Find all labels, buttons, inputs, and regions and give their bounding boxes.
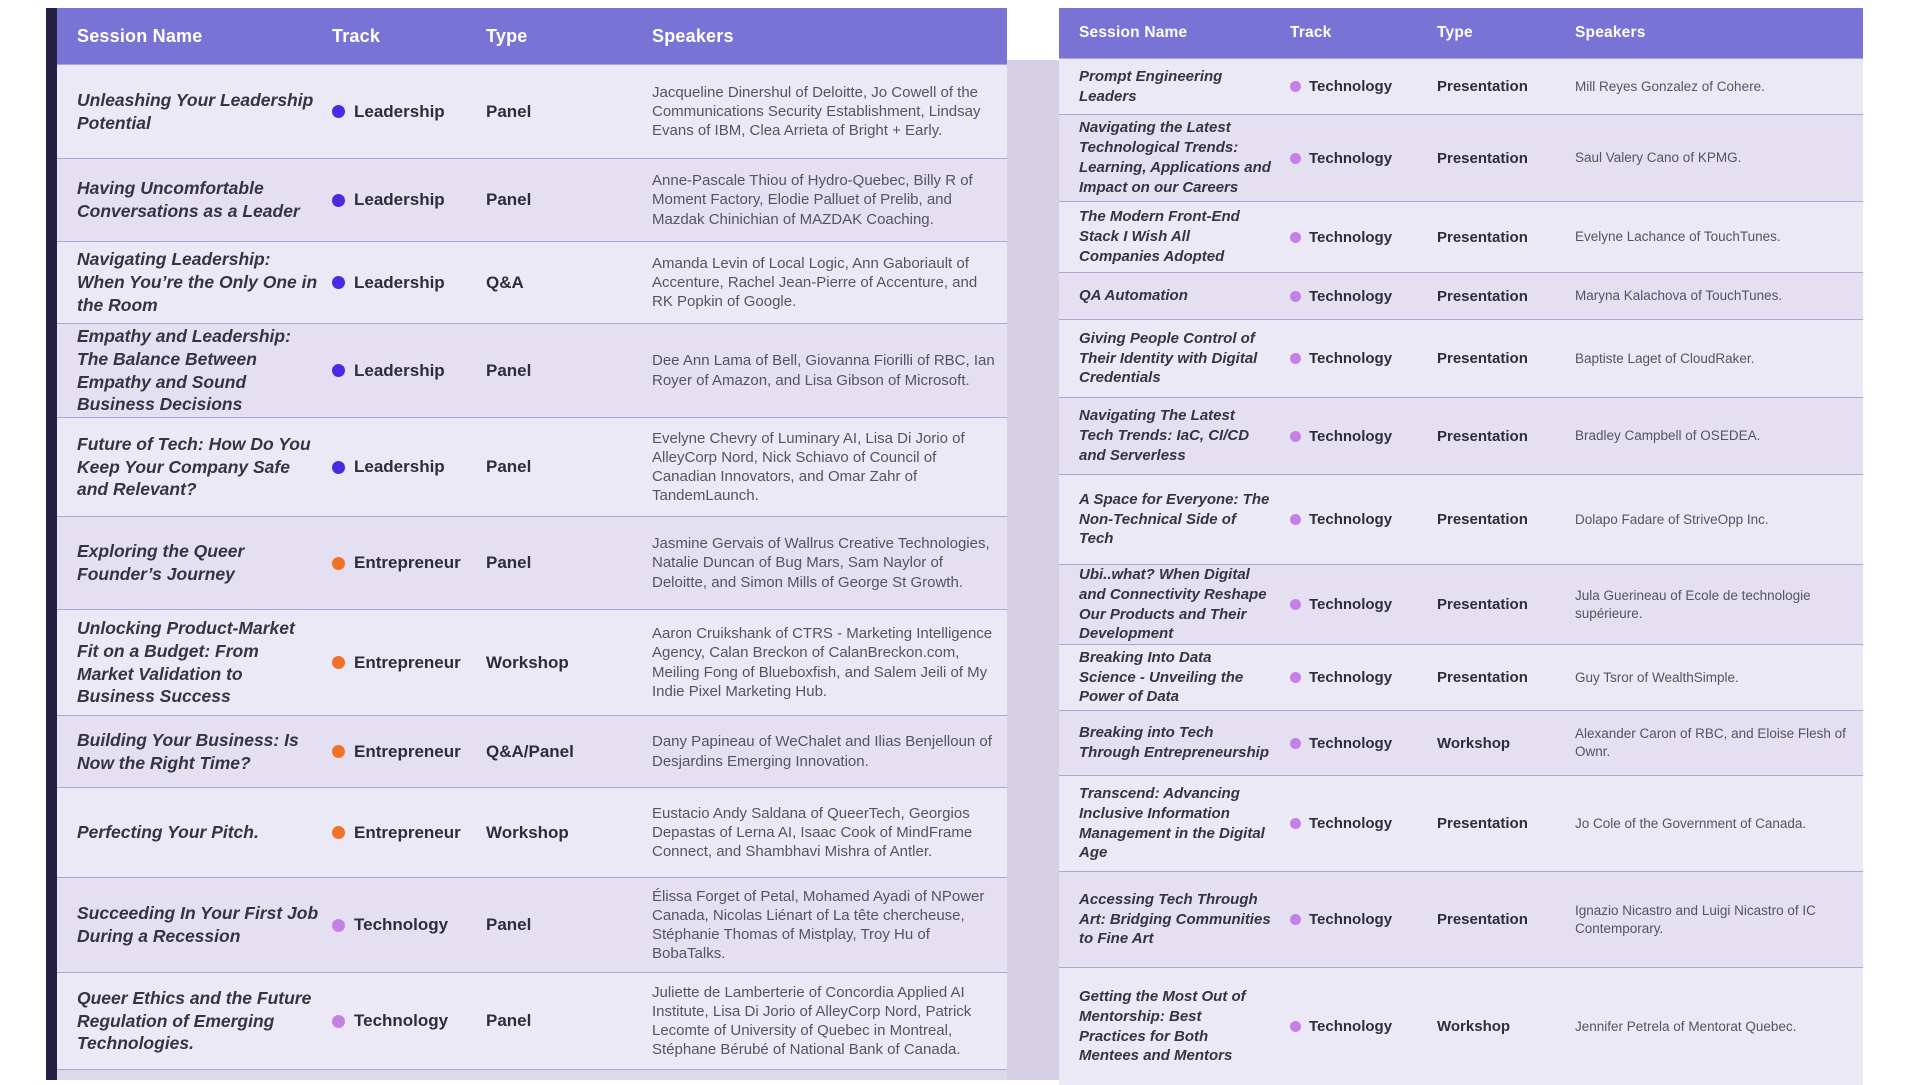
speakers-list: Aaron Cruikshank of CTRS - Marketing Intelligence Agency, Calan Breckon of CalanBreckon.com, Meiling Fong of Blueboxfish, and Salem Jeili of My Indie Pixel Marketing Hub. xyxy=(652,625,993,700)
table-row xyxy=(1059,775,1863,871)
speakers-list: Evelyne Chevry of Luminary AI, Lisa Di Jorio of AlleyCorp Nord, Nick Schiavo of Council of Canadian Innovators, and Omar Zahr of TandemLaunch. xyxy=(652,429,965,505)
session-name: The Modern Front-End Stack I Wish All Companies Adopted xyxy=(1079,208,1240,265)
track-cell xyxy=(1280,735,1425,752)
partial-next-row xyxy=(57,1069,1007,1080)
session-type: Presentation xyxy=(1437,149,1528,167)
track-cell xyxy=(330,742,480,762)
track-cell xyxy=(330,102,480,122)
track-label: Leadership xyxy=(354,457,445,476)
track-label: Technology xyxy=(1309,149,1393,167)
track-label: Technology xyxy=(1309,596,1393,613)
session-type: Panel xyxy=(486,457,532,476)
track-label: Entrepreneur xyxy=(354,822,461,842)
track-cell xyxy=(1280,1018,1425,1035)
speakers-list: Jasmine Gervais of Wallrus Creative Technologies, Natalie Duncan of Bug Mars, Sam Naylor of Deloitte, and Simon Mills of George St Growth. xyxy=(652,535,990,591)
session-name: Navigating The Latest Tech Trends: IaC, CI/CD and Serverless xyxy=(1079,407,1250,464)
session-type: Presentation xyxy=(1437,78,1528,95)
speakers-list: Eustacio Andy Saldana of QueerTech, Georgios Depastas of Lerna AI, Isaac Cook of MindFrame Connect, and Shambhavi Mishra of Antler. xyxy=(652,804,973,861)
session-type: Workshop xyxy=(486,652,569,672)
track-dot-icon xyxy=(332,656,345,669)
speakers-list: Baptiste Laget of CloudRaker. xyxy=(1575,350,1755,366)
table-row xyxy=(1059,319,1863,397)
sessions-table-right xyxy=(1059,8,1863,1085)
table-row xyxy=(57,877,1007,972)
column-header-type: Type xyxy=(486,25,528,46)
track-dot-icon xyxy=(332,105,345,118)
table-row xyxy=(57,417,1007,516)
session-name: Getting the Most Out of Mentorship: Best Practices for Both Mentees and Mentors xyxy=(1079,987,1246,1065)
track-label: Technology xyxy=(1309,734,1393,752)
session-type: Workshop xyxy=(1437,1018,1511,1035)
speakers-list: Bradley Campbell of OSEDEA. xyxy=(1575,428,1761,444)
track-cell xyxy=(1280,78,1425,95)
session-type: Presentation xyxy=(1437,427,1528,445)
session-name: Transcend: Advancing Inclusive Information Management in the Digital Age xyxy=(1079,784,1265,862)
track-dot-icon xyxy=(1290,291,1301,302)
session-name: Breaking Into Data Science - Unveiling the Power of Data xyxy=(1079,648,1244,706)
session-type: Presentation xyxy=(1437,511,1528,528)
column-header-type: Type xyxy=(1437,24,1473,41)
track-dot-icon xyxy=(1290,153,1301,164)
speakers-list: Alexander Caron of RBC, and Eloise Flesh of Ownr. xyxy=(1575,726,1846,759)
track-label: Technology xyxy=(1309,511,1393,528)
track-label: Leadership xyxy=(354,190,445,209)
track-label: Technology xyxy=(1309,911,1393,928)
session-name: Unleashing Your Leadership Potential xyxy=(77,89,314,133)
session-name: Succeeding In Your First Job During a Recession xyxy=(77,903,319,946)
table-row xyxy=(1059,871,1863,967)
track-label: Technology xyxy=(354,915,449,934)
table-body-left xyxy=(57,64,1007,1069)
session-type: Q&A/Panel xyxy=(486,741,574,761)
session-name: Giving People Control of Their Identity with Digital Credentials xyxy=(1079,329,1258,387)
session-name: A Space for Everyone: The Non-Technical Side of Tech xyxy=(1079,490,1270,548)
track-cell xyxy=(1280,911,1425,928)
track-label: Technology xyxy=(1309,228,1393,246)
track-dot-icon xyxy=(1290,514,1301,525)
track-dot-icon xyxy=(1290,818,1301,829)
table-row xyxy=(57,323,1007,417)
session-name: Ubi..what? When Digital and Connectivity Reshape Our Products and Their Development xyxy=(1079,565,1267,643)
track-cell xyxy=(1280,596,1425,613)
track-cell xyxy=(1280,511,1425,528)
speakers-list: Dolapo Fadare of StriveOpp Inc. xyxy=(1575,511,1769,527)
track-dot-icon xyxy=(332,1015,345,1028)
track-dot-icon xyxy=(332,919,345,932)
session-type: Presentation xyxy=(1437,596,1528,613)
column-header-speakers: Speakers xyxy=(1575,24,1646,41)
session-type: Workshop xyxy=(1437,734,1511,752)
session-type: Presentation xyxy=(1437,815,1528,832)
session-name: Navigating the Latest Technological Trends: Learning, Applications and Impact on our Careers xyxy=(1079,119,1271,196)
table-row xyxy=(57,241,1007,323)
table-row xyxy=(57,787,1007,877)
track-dot-icon xyxy=(1290,81,1301,92)
speakers-list: Jacqueline Dinershul of Deloitte, Jo Cowell of the Communications Security Establishment, Lindsay Evans of IBM, Clea Arrieta of Bright + Early. xyxy=(652,83,981,140)
table-row xyxy=(57,516,1007,609)
track-dot-icon xyxy=(1290,431,1301,442)
table-row xyxy=(57,972,1007,1069)
track-label: Technology xyxy=(1309,350,1393,367)
table-header-row xyxy=(1059,8,1863,58)
table-row xyxy=(1059,201,1863,272)
session-name: Accessing Tech Through Art: Bridging Communities to Fine Art xyxy=(1079,890,1271,948)
session-type: Panel xyxy=(486,1011,532,1030)
track-cell xyxy=(330,457,480,477)
track-label: Technology xyxy=(354,1011,449,1030)
track-cell xyxy=(1280,288,1425,305)
session-type: Panel xyxy=(486,915,532,934)
track-dot-icon xyxy=(1290,599,1301,610)
track-cell xyxy=(1280,815,1425,832)
table-row xyxy=(1059,644,1863,710)
track-dot-icon xyxy=(332,461,345,474)
track-label: Entrepreneur xyxy=(354,741,461,761)
session-type: Presentation xyxy=(1437,911,1528,928)
session-name: Having Uncomfortable Conversations as a Leader xyxy=(77,178,300,221)
track-cell xyxy=(330,273,480,293)
track-cell xyxy=(1280,150,1425,167)
speakers-list: Ignazio Nicastro and Luigi Nicastro of IC Contemporary. xyxy=(1575,902,1816,936)
sessions-table-left xyxy=(57,8,1007,1080)
track-label: Entrepreneur xyxy=(354,553,461,572)
speakers-list: Saul Valery Cano of KPMG. xyxy=(1575,150,1742,166)
track-cell xyxy=(1280,350,1425,367)
track-cell xyxy=(1280,428,1425,445)
track-label: Technology xyxy=(1309,427,1393,445)
session-name: Breaking into Tech Through Entrepreneurship xyxy=(1079,724,1270,761)
table-gap-background xyxy=(1007,60,1059,1080)
speakers-list: Jo Cole of the Government of Canada. xyxy=(1575,815,1807,831)
track-label: Technology xyxy=(1309,669,1393,686)
speakers-list: Amanda Levin of Local Logic, Ann Gaboriault of Accenture, Rachel Jean-Pierre of Accenture, and RK Popkin of Google. xyxy=(652,254,978,311)
track-cell xyxy=(330,823,480,843)
speakers-list: Élissa Forget of Petal, Mohamed Ayadi of NPower Canada, Nicolas Liénart of La tête chercheuse, Stéphanie Thomas of Mistplay, Troy Hu of BobaTalks. xyxy=(652,887,985,963)
speakers-list: Juliette de Lamberterie of Concordia Applied AI Institute, Lisa Di Jorio of AlleyCorp Nord, Patrick Lecomte of University of Quebec in Montreal, Stéphane Bérubé of National Bank of Canada. xyxy=(652,983,972,1059)
track-label: Technology xyxy=(1309,78,1393,95)
speakers-list: Guy Tsror of WealthSimple. xyxy=(1575,669,1739,685)
session-name: Building Your Business: Is Now the Right Time? xyxy=(77,729,299,773)
session-type: Panel xyxy=(486,360,532,380)
track-dot-icon xyxy=(332,745,345,758)
session-name: Queer Ethics and the Future Regulation of Emerging Technologies. xyxy=(77,987,312,1054)
track-label: Technology xyxy=(1309,287,1393,305)
session-name: Empathy and Leadership: The Balance Between Empathy and Sound Business Decisions xyxy=(77,326,291,415)
table-row xyxy=(57,158,1007,241)
table-header-row xyxy=(57,8,1007,64)
table-body-right xyxy=(1059,58,1863,1085)
table-row xyxy=(1059,272,1863,319)
session-name: QA Automation xyxy=(1079,287,1188,305)
track-dot-icon xyxy=(1290,914,1301,925)
track-cell xyxy=(1280,229,1425,246)
session-type: Workshop xyxy=(486,822,569,842)
speakers-list: Anne-Pascale Thiou of Hydro-Quebec, Billy R of Moment Factory, Elodie Palluet of Prelib, and Mazdak Chinichian of MAZDAK Coaching. xyxy=(652,172,973,228)
track-label: Leadership xyxy=(354,101,445,121)
track-cell xyxy=(330,1011,480,1031)
column-header-session-name: Session Name xyxy=(1079,24,1188,41)
speakers-list: Jula Guerineau of Ecole de technologie supérieure. xyxy=(1575,587,1811,621)
speakers-list: Dany Papineau of WeChalet and Ilias Benjelloun of Desjardins Emerging Innovation. xyxy=(652,733,992,770)
speakers-list: Mill Reyes Gonzalez of Cohere. xyxy=(1575,78,1765,94)
table-row xyxy=(1059,58,1863,114)
left-dark-edge xyxy=(46,8,57,1080)
track-dot-icon xyxy=(332,826,345,839)
session-name: Navigating Leadership: When You’re the Only One in the Room xyxy=(77,249,318,315)
track-cell xyxy=(330,653,480,673)
table-row xyxy=(57,64,1007,158)
column-header-speakers: Speakers xyxy=(652,25,734,46)
track-dot-icon xyxy=(332,364,345,377)
table-row xyxy=(57,715,1007,787)
track-dot-icon xyxy=(1290,353,1301,364)
speakers-list: Evelyne Lachance of TouchTunes. xyxy=(1575,229,1781,245)
session-type: Presentation xyxy=(1437,228,1528,246)
table-row xyxy=(1059,967,1863,1085)
session-name: Unlocking Product-Market Fit on a Budget: From Market Validation to Business Success xyxy=(77,618,295,707)
track-cell xyxy=(330,915,480,935)
track-dot-icon xyxy=(1290,232,1301,243)
session-name: Perfecting Your Pitch. xyxy=(77,822,259,843)
table-row xyxy=(1059,474,1863,564)
track-label: Technology xyxy=(1309,815,1393,832)
session-type: Panel xyxy=(486,190,532,209)
track-dot-icon xyxy=(1290,1021,1301,1032)
track-label: Leadership xyxy=(354,360,445,380)
session-type: Presentation xyxy=(1437,287,1528,305)
table-row xyxy=(1059,710,1863,775)
track-label: Technology xyxy=(1309,1018,1393,1035)
track-dot-icon xyxy=(332,194,345,207)
track-dot-icon xyxy=(332,557,345,570)
table-row xyxy=(1059,114,1863,201)
session-name: Future of Tech: How Do You Keep Your Company Safe and Relevant? xyxy=(77,433,311,500)
session-type: Presentation xyxy=(1437,350,1528,367)
speakers-list: Maryna Kalachova of TouchTunes. xyxy=(1575,288,1783,304)
table-row xyxy=(1059,564,1863,644)
right-schedule-panel xyxy=(1059,8,1863,1085)
session-type: Panel xyxy=(486,101,532,121)
track-dot-icon xyxy=(332,276,345,289)
column-header-track: Track xyxy=(332,25,381,46)
session-name: Prompt Engineering Leaders xyxy=(1079,67,1223,105)
speakers-list: Jennifer Petrela of Mentorat Quebec. xyxy=(1575,1018,1797,1034)
track-dot-icon xyxy=(1290,738,1301,749)
track-cell xyxy=(330,361,480,381)
table-row xyxy=(1059,397,1863,474)
track-dot-icon xyxy=(1290,672,1301,683)
column-header-track: Track xyxy=(1290,24,1332,41)
table-row xyxy=(57,609,1007,715)
session-type: Q&A xyxy=(486,272,524,292)
track-cell xyxy=(1280,669,1425,686)
speakers-list: Dee Ann Lama of Bell, Giovanna Fiorilli of RBC, Ian Royer of Amazon, and Lisa Gibson of Microsoft. xyxy=(652,352,995,389)
session-type: Panel xyxy=(486,553,532,572)
session-name: Exploring the Queer Founder’s Journey xyxy=(77,541,245,584)
column-header-session-name: Session Name xyxy=(77,25,203,46)
track-label: Leadership xyxy=(354,272,445,292)
session-type: Presentation xyxy=(1437,669,1528,686)
track-cell xyxy=(330,553,480,573)
track-cell xyxy=(330,190,480,210)
left-schedule-panel xyxy=(46,8,1007,1080)
track-label: Entrepreneur xyxy=(354,652,461,672)
